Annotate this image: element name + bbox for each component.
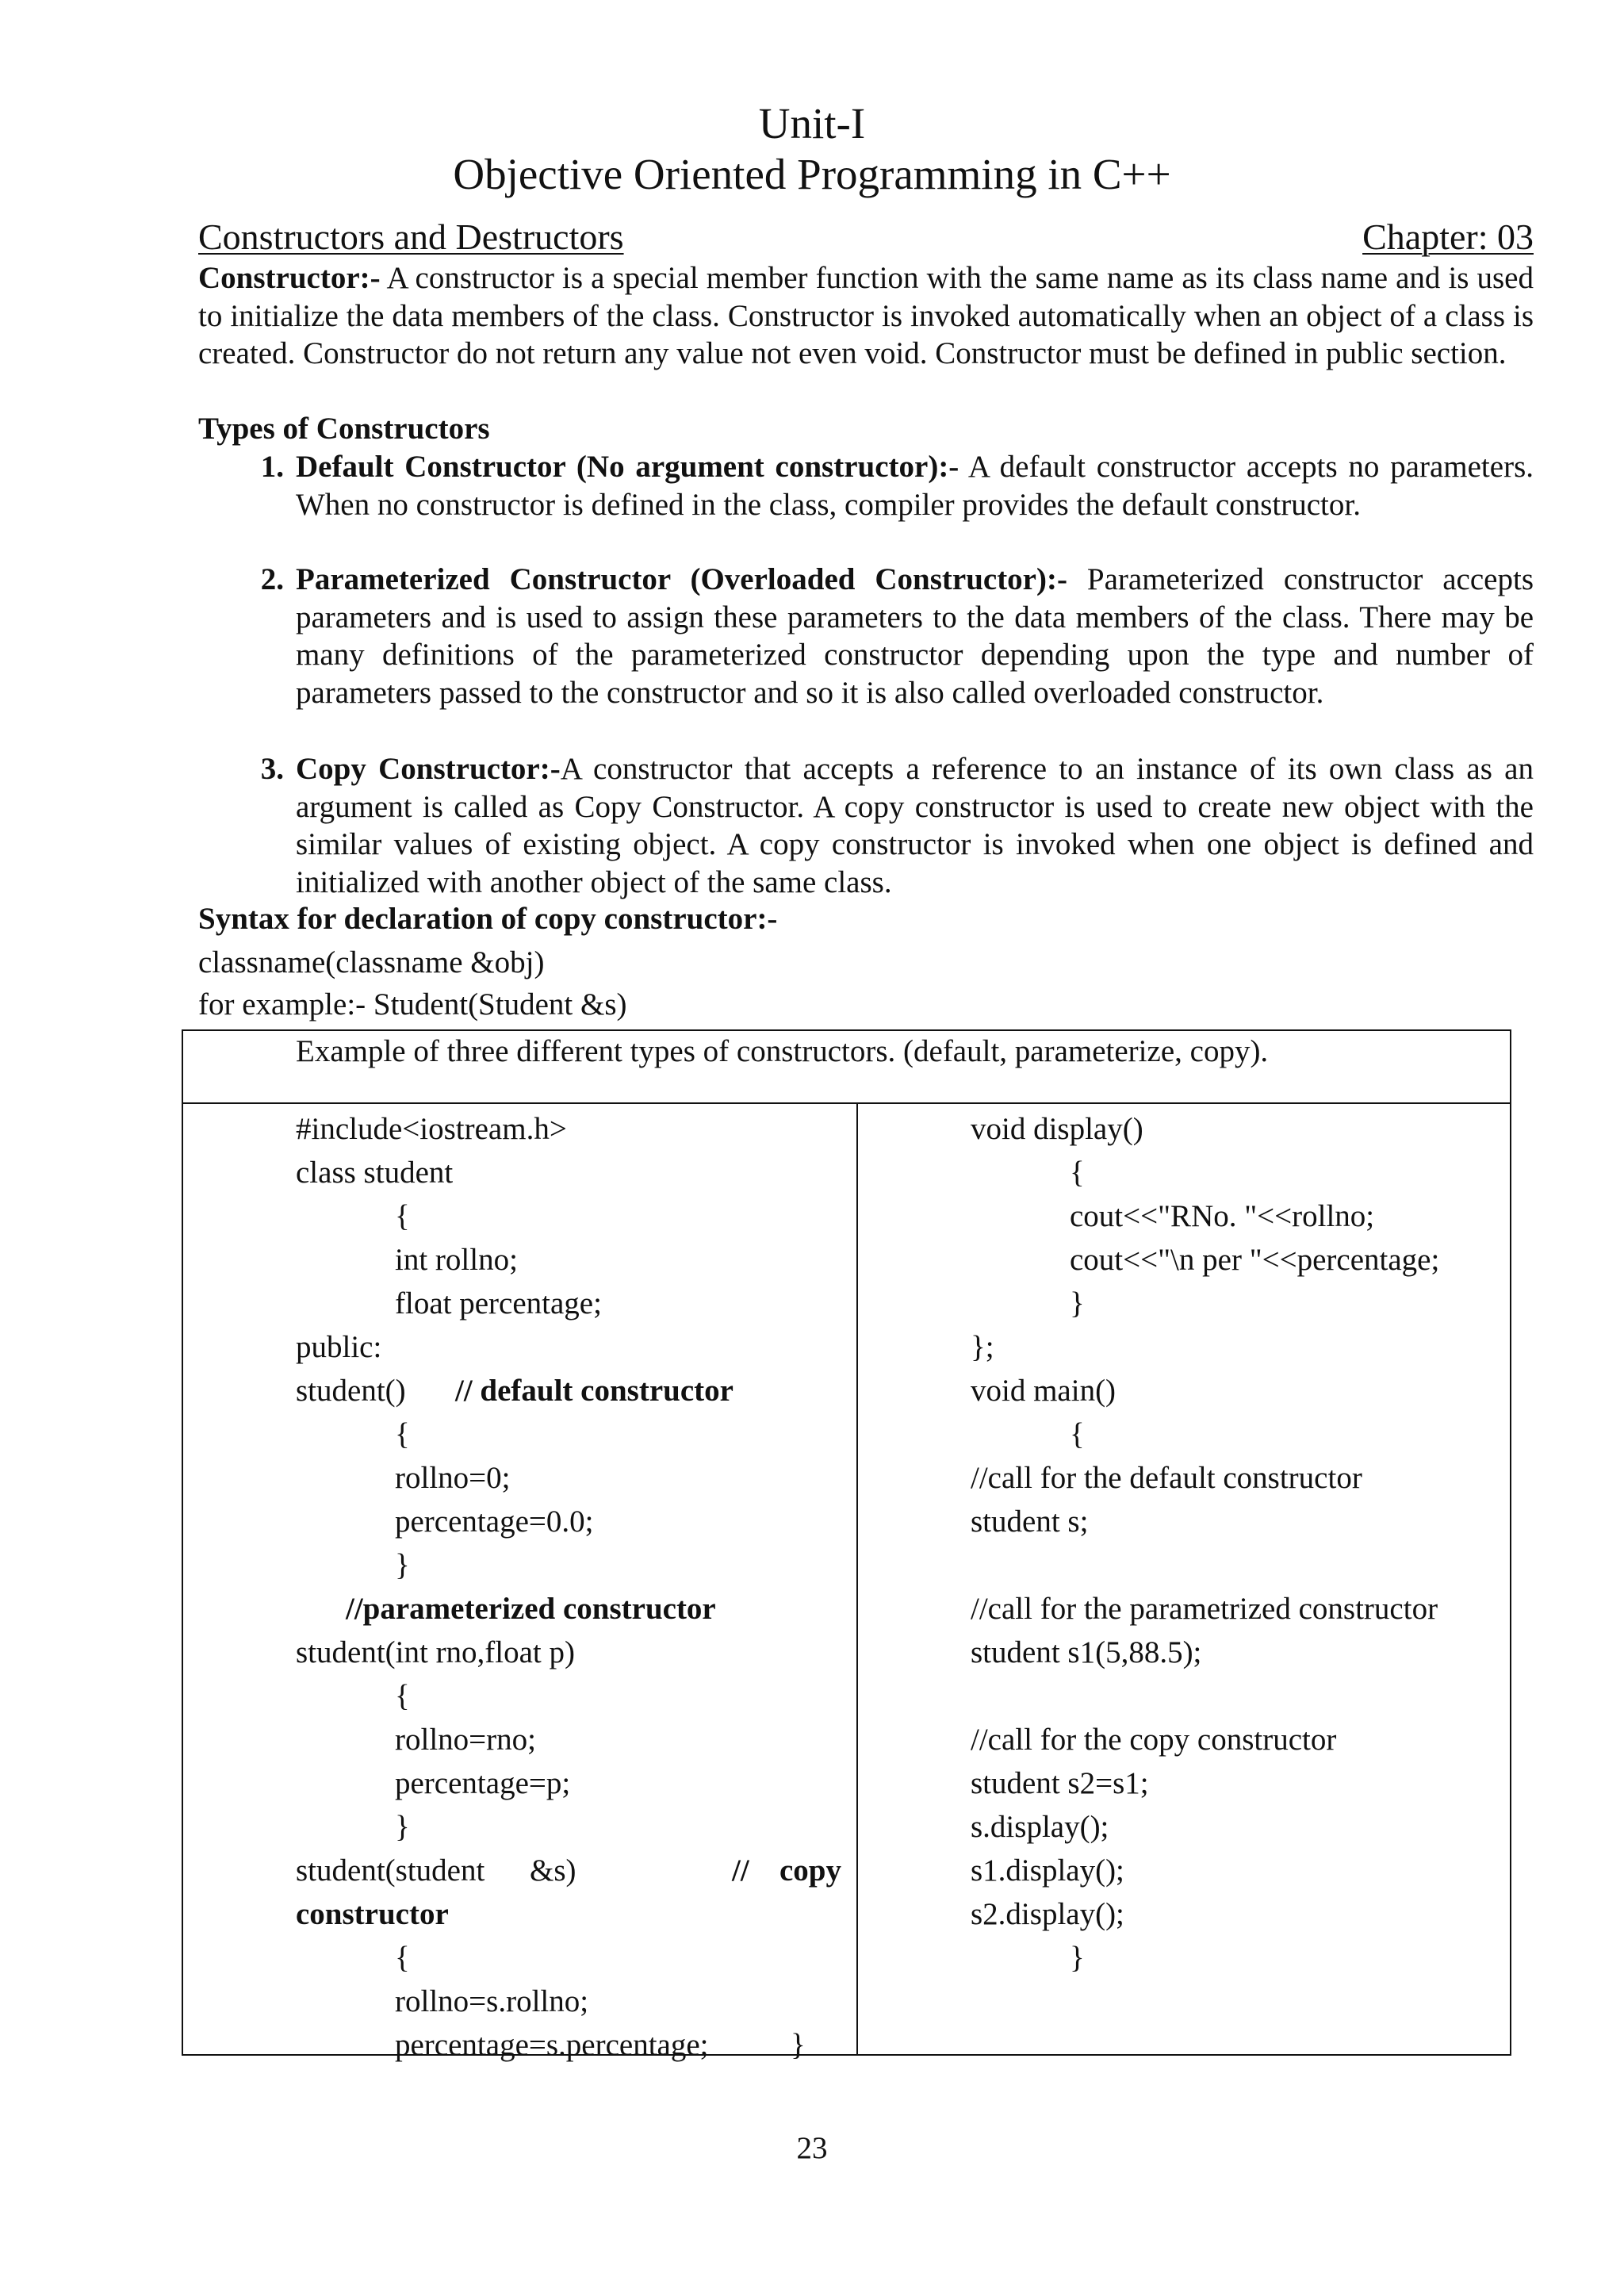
list-text: A default constructor accepts no parameters. When no constructor is defined in the class, compiler provides the default constructor.: [296, 450, 1534, 522]
code-line: student(): [296, 1374, 406, 1408]
page-number: 23: [796, 2131, 828, 2165]
constructor-term: Constructor:-: [198, 261, 381, 295]
code-line: rollno=0;: [395, 1461, 511, 1495]
code-line: {: [1070, 1156, 1085, 1190]
code-line: &s): [530, 1853, 576, 1888]
code-line: student s;: [971, 1504, 1089, 1539]
topic-title: Constructors and Destructors: [198, 217, 624, 257]
code-line: void main(): [971, 1374, 1116, 1408]
example-caption-row: [183, 1031, 1510, 1104]
code-line: {: [395, 1941, 410, 1975]
code-line: cout<<"\n per "<<percentage;: [1070, 1243, 1440, 1277]
code-line: //call for the parametrized constructor: [971, 1592, 1438, 1626]
code-line: #include<iostream.h>: [296, 1112, 567, 1146]
code-line: student(student: [296, 1853, 485, 1888]
code-line: };: [971, 1330, 994, 1364]
code-line: //call for the copy constructor: [971, 1723, 1337, 1757]
course-title: Objective Oriented Programming in C++: [453, 150, 1171, 198]
code-line: {: [395, 1679, 410, 1713]
code-comment: constructor: [296, 1897, 449, 1931]
code-line: s2.display();: [971, 1897, 1124, 1931]
code-line: s1.display();: [971, 1853, 1124, 1888]
code-line: rollno=s.rollno;: [395, 1984, 589, 2018]
code-line: cout<<"RNo. "<<rollno;: [1070, 1199, 1375, 1233]
list-item-parameterized-constructor: [260, 561, 1534, 711]
syntax-heading: Syntax for declaration of copy constructor:-: [198, 902, 778, 936]
code-line: float percentage;: [395, 1286, 602, 1320]
code-line: }: [1070, 1286, 1085, 1320]
list-text: Parameterized constructor accepts parameters and is used to assign these parameters to the data members of the class. There may be many definitions of the parameterized constructor depending upon the type and number of parameters passed to the constructor and so it is also called overloaded constructor.: [296, 562, 1534, 710]
column-divider: [856, 1104, 858, 2054]
code-line: rollno=rno;: [395, 1723, 536, 1757]
code-line: percentage=p;: [395, 1766, 571, 1800]
syntax-example: for example:- Student(Student &s): [198, 987, 627, 1022]
list-term: Parameterized Constructor (Overloaded Constructor):-: [296, 562, 1067, 596]
syntax-line: classname(classname &obj): [198, 945, 545, 979]
code-line: }: [395, 1548, 410, 1582]
code-line: student s2=s1;: [971, 1766, 1149, 1800]
code-line: percentage=0.0;: [395, 1504, 594, 1539]
code-line: //call for the default constructor: [971, 1461, 1362, 1495]
list-item-copy-constructor: [260, 750, 1534, 901]
example-code-box: [182, 1029, 1511, 2062]
constructor-text: A constructor is a special member function with the same name as its class name and is used to initialize the data members of the class. Constructor is invoked automatically when an object of a class is created. Constructor do not return any value not even void. Constructor must be defined in public section.: [198, 261, 1534, 370]
code-line: {: [395, 1199, 410, 1233]
list-number: 2.: [260, 562, 284, 596]
code-comment: //parameterized constructor: [346, 1592, 716, 1626]
code-line: {: [1070, 1417, 1085, 1451]
code-line: student(int rno,float p): [296, 1635, 576, 1669]
code-line: }: [791, 2028, 806, 2062]
list-term: Default Constructor (No argument constructor):-: [296, 450, 959, 484]
unit-title: Unit-I: [758, 99, 866, 148]
code-comment: //: [732, 1853, 749, 1888]
code-comment: copy: [779, 1853, 841, 1888]
code-line: int rollno;: [395, 1243, 518, 1277]
list-text: A constructor that accepts a reference to an instance of its own class as an argument is called as Copy Constructor. A copy constructor is used to create new object with the similar values of existing object. A copy constructor is invoked when one object is defined and initialized with another object of the same class.: [296, 752, 1534, 899]
list-number: 1.: [260, 450, 284, 484]
list-item-default-constructor: [260, 448, 1534, 523]
list-term: Copy Constructor:-: [296, 752, 561, 786]
code-line: student s1(5,88.5);: [971, 1635, 1202, 1669]
example-caption: Example of three different types of constructors. (default, parameterize, copy).: [296, 1034, 1269, 1068]
code-line: void display(): [971, 1112, 1143, 1146]
code-line: }: [395, 1810, 410, 1844]
list-number: 3.: [260, 752, 284, 786]
code-line: }: [1070, 1941, 1085, 1975]
code-line: class student: [296, 1156, 454, 1190]
code-line: public:: [296, 1330, 382, 1364]
code-line: s.display();: [971, 1810, 1109, 1844]
code-comment: // default constructor: [455, 1374, 733, 1408]
chapter-label: Chapter: 03: [1362, 217, 1534, 257]
code-line: {: [395, 1417, 410, 1451]
code-line: percentage=s.percentage;: [395, 2028, 709, 2062]
constructor-definition: [198, 259, 1534, 373]
types-heading: Types of Constructors: [198, 412, 490, 446]
